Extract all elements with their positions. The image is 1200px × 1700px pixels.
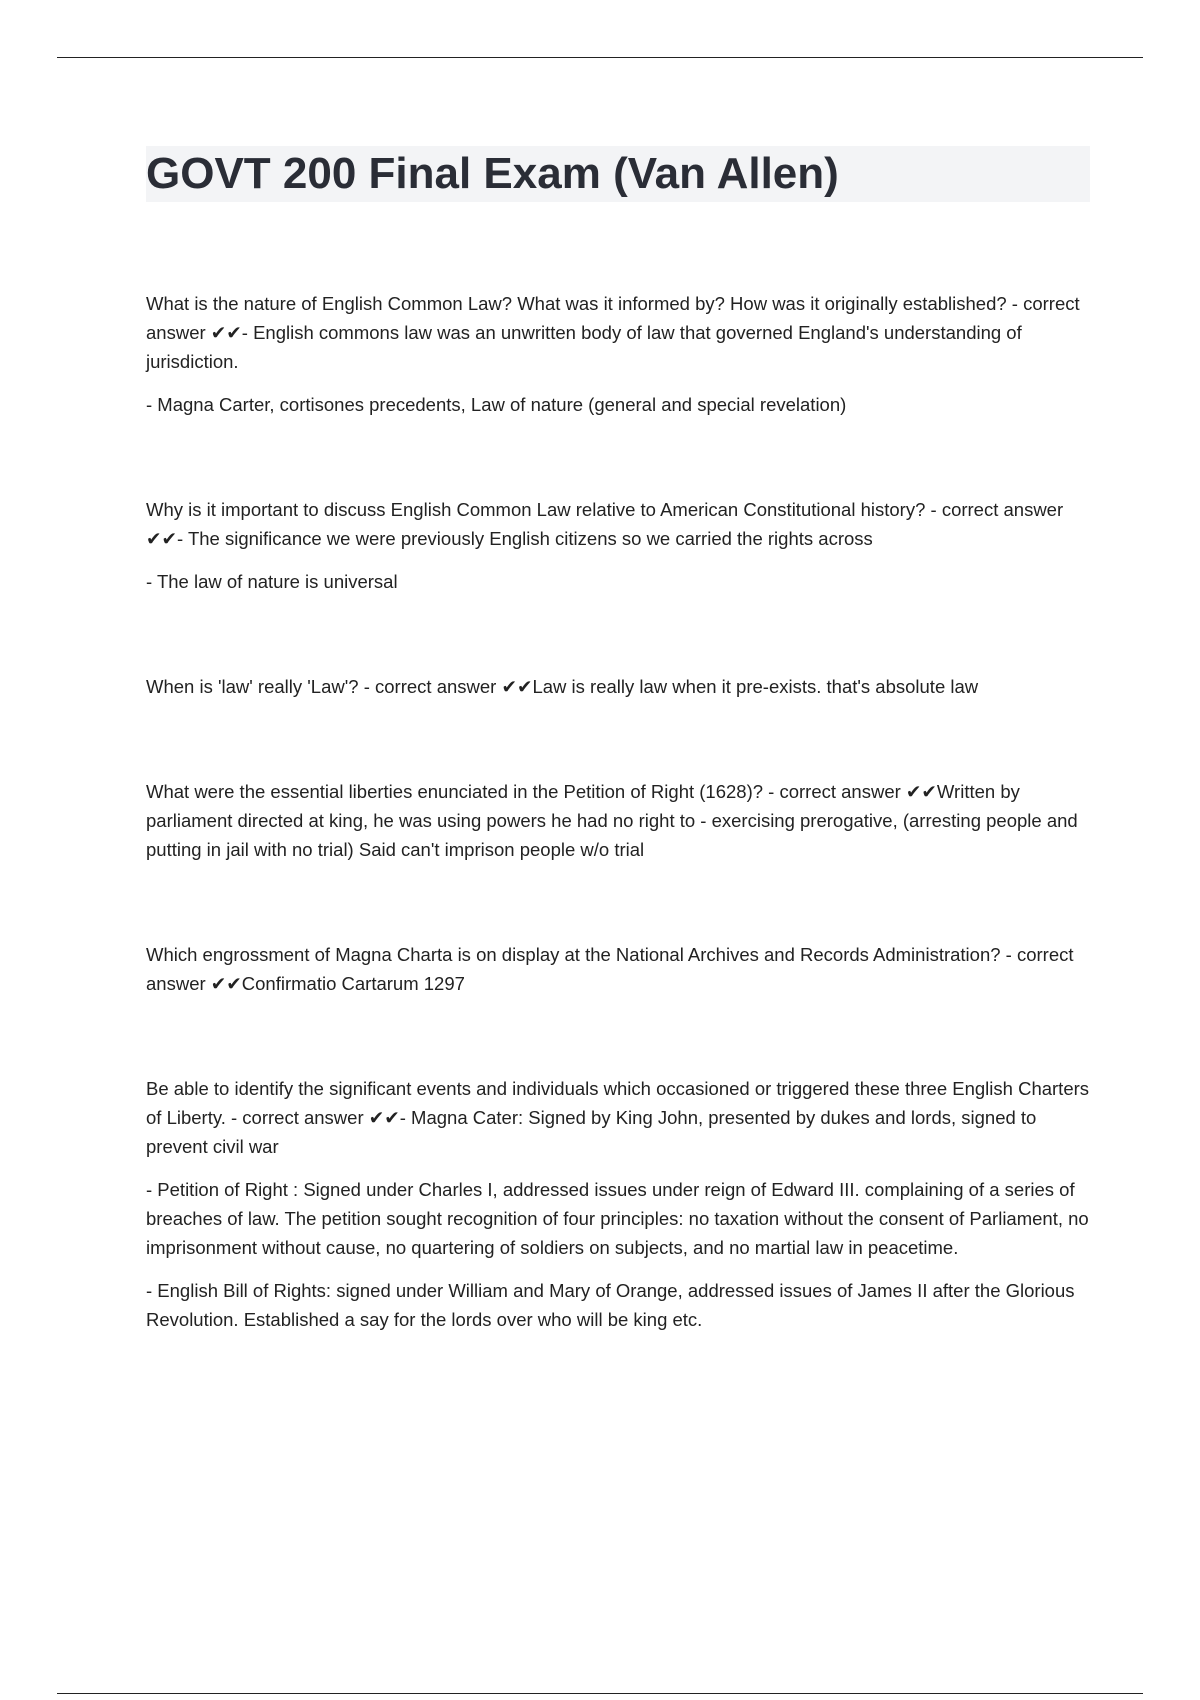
qa-note: - Magna Carter, cortisones precedents, Law of nature (general and special revelation) (146, 394, 847, 415)
spacer (146, 715, 1096, 777)
qa-item-4 (146, 777, 1096, 864)
page-title: GOVT 200 Final Exam (Van Allen) (146, 149, 839, 198)
qa-item-1 (146, 289, 1096, 419)
qa-text: Which engrossment of Magna Charta is on display at the National Archives and Records Administration? - correct answer ✔✔Confirmatio Cartarum 1297 (146, 944, 1074, 994)
document-body (146, 289, 1096, 1348)
qa-note: - English Bill of Rights: signed under William and Mary of Orange, addressed issues of James II after the Glorious Revolution. Established a say for the lords over who will be king etc. (146, 1280, 1075, 1330)
qa-text: When is 'law' really 'Law'? - correct answer ✔✔Law is really law when it pre-exists. that's absolute law (146, 676, 979, 697)
spacer (146, 433, 1096, 495)
spacer (146, 1012, 1096, 1074)
qa-note: - The law of nature is universal (146, 571, 398, 592)
qa-text: Be able to identify the significant events and individuals which occasioned or triggered these three English Charters of Liberty. - correct answer ✔✔- Magna Cater: Signed by King John, presented by dukes and lords, signed to prevent civil war (146, 1078, 1090, 1157)
qa-item-3 (146, 672, 1096, 701)
spacer (146, 878, 1096, 940)
qa-text: What is the nature of English Common Law? What was it informed by? How was it originally established? - correct answer ✔✔- English commons law was an unwritten body of law that governed England's understanding of jurisdiction. (146, 293, 1080, 372)
bottom-divider (57, 1693, 1143, 1694)
title-banner (146, 146, 1090, 202)
qa-item-5 (146, 940, 1096, 998)
qa-item-6 (146, 1074, 1096, 1334)
qa-text: Why is it important to discuss English Common Law relative to American Constitutional history? - correct answer ✔✔- The significance we were previously English citizens so we carried the rights across (146, 499, 1064, 549)
top-divider (57, 57, 1143, 58)
qa-note: - Petition of Right : Signed under Charles I, addressed issues under reign of Edward III. complaining of a series of breaches of law. The petition sought recognition of four principles: no taxation without the consent of Parliament, no imprisonment without cause, no quartering of soldiers on subjects, and no martial law in peacetime. (146, 1179, 1089, 1258)
spacer (146, 610, 1096, 672)
qa-item-2 (146, 495, 1096, 596)
qa-text: What were the essential liberties enunciated in the Petition of Right (1628)? - correct answer ✔✔Written by parliament directed at king, he was using powers he had no right to - exercising prerogative, (arresting people and putting in jail with no trial) Said can't imprison people w/o trial (146, 781, 1078, 860)
